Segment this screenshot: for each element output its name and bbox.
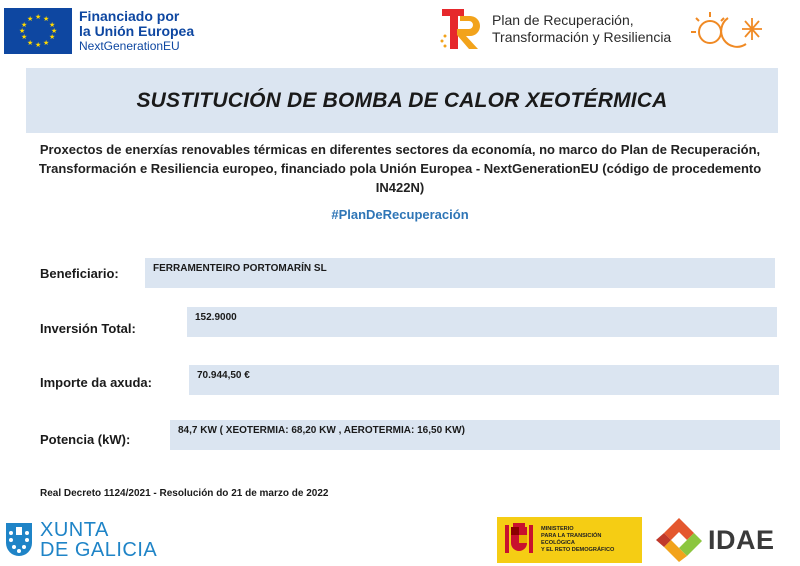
potencia-value: 84,7 KW ( XEOTERMIA: 68,20 KW , AEROTERMIA: 16,50 KW) [170,420,780,450]
prtr-line2: Transformación y Resiliencia [492,29,672,45]
xunta-shield-icon [4,521,34,559]
eu-funding-logo [4,8,194,54]
eu-line2: la Unión Europea [79,22,195,39]
idae-logo [654,516,775,564]
xunta-line2: DE GALICIA [40,539,158,561]
spain-coat-of-arms-icon [503,521,535,559]
importe-value: 70.944,50 € [189,365,779,395]
renewable-energy-icon [690,10,772,50]
idae-mark-icon [654,516,704,564]
idae-wordmark: IDAE [708,524,775,555]
beneficiario-label: Beneficiario: [40,266,119,281]
hashtag: #PlanDeRecuperación [331,207,469,222]
inversion-value: 152.9000 [187,307,777,337]
beneficiario-value: FERRAMENTEIRO PORTOMARÍN SL [145,258,775,288]
potencia-label: Potencia (kW): [40,432,131,447]
page-title: SUSTITUCIÓN DE BOMBA DE CALOR XEOTÉRMICA [136,88,668,112]
title-banner [26,68,778,133]
ministerio-logo [497,517,642,563]
eu-line1: Financiado por [79,7,180,24]
ministerio-line1: MINISTERIO [541,526,574,532]
inversion-label: Inversión Total: [40,321,136,336]
prtr-mark-icon [438,6,486,52]
project-description: Proxectos de enerxías renovables térmicas en diferentes sectores da economía, no marco do Plan de Recuperación, Transformación e Resiliencia europeo, financiado pola Unión Europea - NextGenerationEU (código de procedemento IN422N) [38,142,762,195]
prtr-logo [438,6,671,52]
importe-label: Importe da axuda: [40,375,152,390]
xunta-logo [4,520,157,560]
legal-reference: Real Decreto 1124/2021 - Resolución do 21 de marzo de 2022 [40,488,329,499]
ministerio-line3: Y EL RETO DEMOGRÁFICO [541,547,615,553]
xunta-line1: XUNTA [40,519,109,541]
eu-line3: NextGenerationEU [79,38,180,53]
eu-flag-icon: ★ ★ ★ ★ ★ ★ ★ ★ ★ ★ ★ ★ [4,8,72,54]
prtr-line1: Plan de Recuperación, [492,12,634,28]
ministerio-line2: PARA LA TRANSICIÓN ECOLÓGICA [541,533,602,546]
